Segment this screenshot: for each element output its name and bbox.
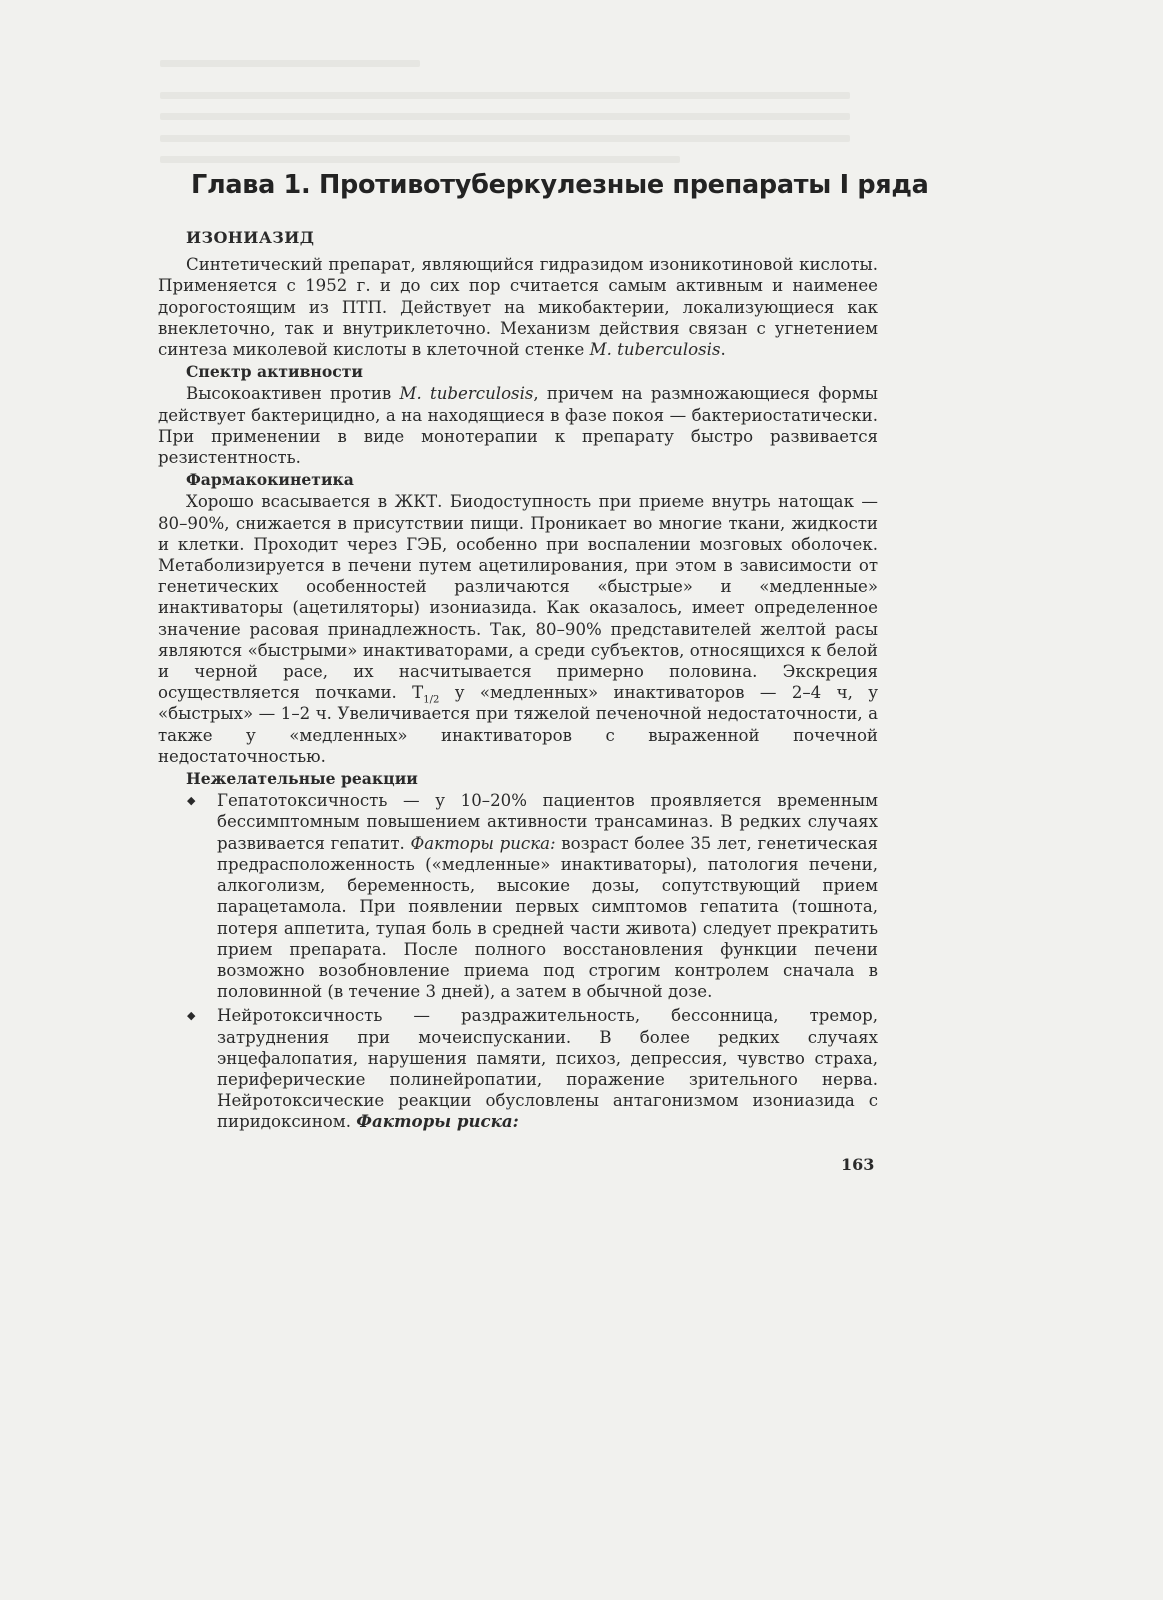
adverse-reactions-heading: Нежелательные реакции (186, 769, 418, 789)
half-life-subscript: 1/2 (423, 694, 440, 706)
adverse-reactions-list (158, 790, 878, 1132)
list-item: ◆ Гепатотоксичность — у 10–20% пациентов проявляется временным бессимптомным повышением активности трансаминаз. В редких случаях развивается гепатит. Факторы риска: возраст более 35 лет, генетическая предрасположенность («медленные» инактиваторы), патология печени, алкоголизм, беременность, высокие дозы, сопутствующий прием парацетамола. При появлении первых симптомов гепатита (тошнота, потеря аппетита, тупая боль в средней части живота) следует прекратить прием препарата. После полного восстановления функции печени возможно возобновление приема под строгим контролем сначала в половинной (в течение 3 дней), а затем в обычной дозе. (187, 791, 878, 1002)
drug-name-heading: ИЗОНИАЗИД (186, 228, 315, 247)
organism-name: M. tuberculosis (589, 340, 721, 360)
page-content (158, 170, 929, 1136)
page-number: 163 (841, 1155, 875, 1174)
risk-factors-label: Факторы риска: (356, 1111, 519, 1132)
diamond-bullet-icon: ◆ (187, 1009, 196, 1023)
list-item: ◆ Нейротоксичность — раздражительность, бессонница, тремор, затруднения при мочеиспускании. В более редких случаях энцефалопатия, нарушения памяти, психоз, депрессия, чувство страха, периферические полинейропатии, поражение зрительного нерва. Нейротоксические реакции обусловлены антагонизмом изониазида с пиридоксином. Факторы риска: (187, 1006, 878, 1132)
pharmacokinetics-paragraph: Хорошо всасывается в ЖКТ. Биодоступность при приеме внутрь натощак — 80–90%, снижается в присутствии пищи. Проникает во многие ткани, жидкости и клетки. Проходит через ГЭБ, особенно при воспалении мозговых оболочек. Метаболизируется в печени путем ацетилирования, при этом в зависимости от генетических особенностей различаются «быстрые» и «медленные» инактиваторы (ацетиляторы) изониазида. Как оказалось, имеет определенное значение расовая принадлежность. Так, 80–90% представителей желтой расы являются «быстрыми» инактиваторами, а среди субъектов, относящихся к белой и черной расе, их насчитывается примерно половина. Экскреция осуществляется почками. $Т_{1/2}$ у «медленных» инактиваторов — 2–4 ч, у «быстрых» — 1–2 ч. Увеличивается при тяжелой печеночной недостаточности, а также у «медленных» инактиваторов с выраженной почечной недостаточностью. (158, 492, 879, 766)
pharmacokinetics-heading: Фармакокинетика (186, 470, 354, 490)
activity-heading: Спектр активности (186, 362, 363, 382)
activity-paragraph: Высокоактивен против M. tuberculosis, причем на размножающиеся формы действует бактерицидно, а на находящиеся в фазе покоя — бактериостатически. При применении в виде монотерапии к препарату быстро развивается резистентность. (158, 384, 878, 468)
diamond-bullet-icon: ◆ (187, 794, 196, 808)
intro-paragraph: Синтетический препарат, являющийся гидразидом изоникотиновой кислоты. Применяется с 1952 г. и до сих пор считается самым активным и наименее дорогостоящим из ПТП. Действует на микобактерии, локализующиеся как внеклеточно, так и внутриклеточно. Механизм действия связан с угнетением синтеза миколевой кислоты в клеточной стенке M. tuberculosis. (158, 255, 878, 360)
risk-factors-label: Факторы риска: (410, 833, 556, 853)
chapter-title: Глава 1. Противотуберкулезные препараты I ряда (191, 170, 929, 200)
organism-name: M. tuberculosis (399, 384, 534, 404)
